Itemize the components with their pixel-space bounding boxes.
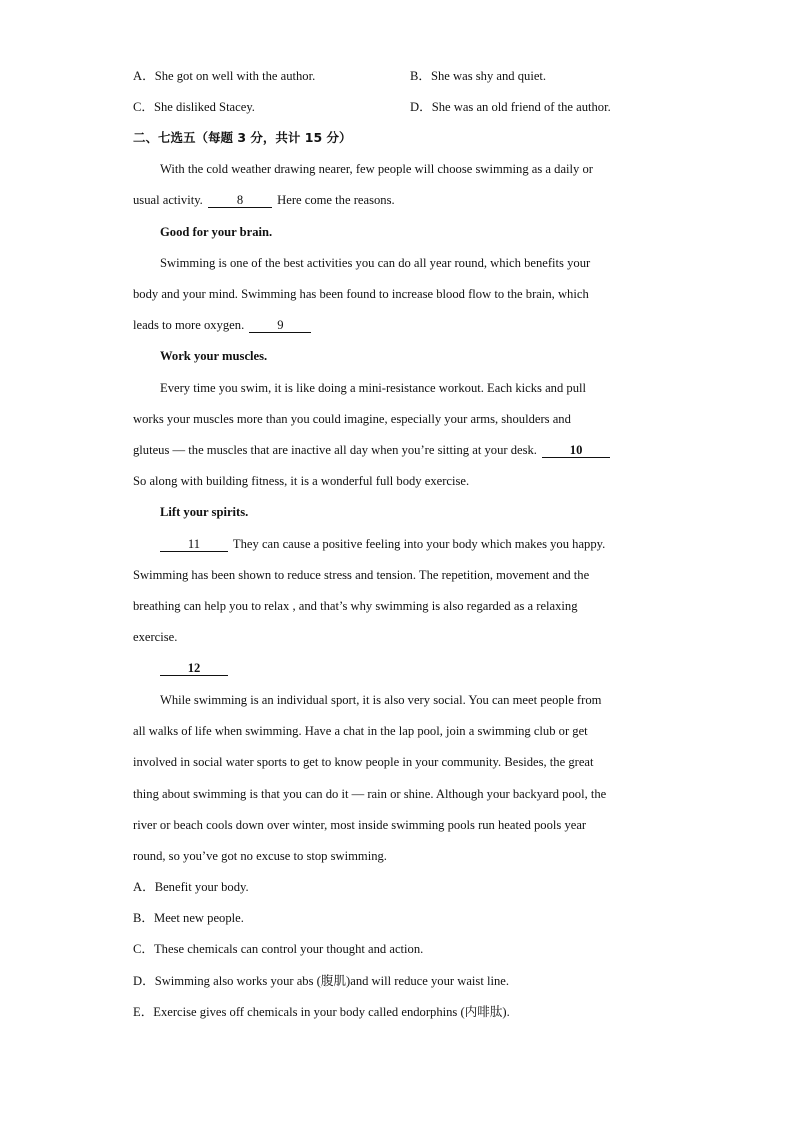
option-a: A．Benefit your body.	[133, 880, 249, 894]
sec4-line-4: thing about swimming is that you can do it — rain or shine. Although your backyard pool, the	[133, 787, 607, 801]
sec1-line-2: body and your mind. Swimming has been found to increase blood flow to the brain, which	[133, 287, 589, 301]
section-title-brain: Good for your brain.	[160, 225, 273, 239]
sec4-line-6: round, so you’ve got no excuse to stop swimming.	[133, 849, 387, 863]
sec2-line-2: works your muscles more than you could imagine, especially your arms, shoulders and	[133, 412, 571, 426]
prev-option-b: B．She was shy and quiet.	[410, 69, 547, 83]
section-title-12	[160, 660, 230, 676]
sec1-line-1: Swimming is one of the best activities you can do all year round, which benefits your	[160, 256, 591, 270]
blank-12[interactable]: 12	[160, 661, 228, 676]
option-e: E．Exercise gives off chemicals in your body called endorphins (内啡肽).	[133, 1005, 510, 1019]
sec4-line-5: river or beach cools down over winter, most inside swimming pools run heated pools year	[133, 818, 587, 832]
sec1-text: leads to more oxygen.	[133, 318, 248, 332]
blank-8[interactable]: 8	[208, 193, 272, 208]
sec3-line-1	[160, 536, 605, 552]
intro-text: usual activity.	[133, 193, 206, 207]
blank-10[interactable]: 10	[542, 443, 610, 458]
sec3-line-2: Swimming has been shown to reduce stress and tension. The repetition, movement and the	[133, 568, 590, 582]
sec4-line-1: While swimming is an individual sport, it is also very social. You can meet people from	[160, 693, 602, 707]
sec2-line-1: Every time you swim, it is like doing a mini-resistance workout. Each kicks and pull	[160, 381, 587, 395]
sec4-line-2: all walks of life when swimming. Have a chat in the lap pool, join a swimming club or get	[133, 724, 588, 738]
section-title-muscles: Work your muscles.	[160, 349, 268, 363]
intro-line-1: With the cold weather drawing nearer, few people will choose swimming as a daily or	[160, 162, 593, 176]
sec3-text: They can cause a positive feeling into your body which makes you happy.	[230, 537, 606, 551]
section-title-spirits: Lift your spirits.	[160, 505, 249, 519]
blank-11[interactable]: 11	[160, 537, 228, 552]
option-c: C．These chemicals can control your thought and action.	[133, 942, 424, 956]
blank-9[interactable]: 9	[249, 318, 311, 333]
sec3-line-4: exercise.	[133, 630, 178, 644]
prev-option-a: A．She got on well with the author.	[133, 69, 316, 83]
sec2-text: gluteus — the muscles that are inactive all day when you’re sitting at your desk.	[133, 443, 541, 457]
option-b: B．Meet new people.	[133, 911, 244, 925]
sec4-line-3: involved in social water sports to get to know people in your community. Besides, the great	[133, 755, 594, 769]
sec2-line-4: So along with building fitness, it is a wonderful full body exercise.	[133, 474, 470, 488]
option-d: D．Swimming also works your abs (腹肌)and will reduce your waist line.	[133, 974, 510, 988]
sec1-line-3	[133, 317, 313, 333]
section-heading: 二、七选五（每题 3 分，共计 15 分）	[133, 130, 352, 145]
sec3-line-3: breathing can help you to relax , and that’s why swimming is also regarded as a relaxing	[133, 599, 578, 613]
prev-option-d: D．She was an old friend of the author.	[410, 100, 611, 114]
prev-option-c: C．She disliked Stacey.	[133, 100, 255, 114]
intro-line-2	[133, 192, 395, 208]
intro-text-post: Here come the reasons.	[273, 193, 395, 207]
sec2-line-3	[133, 442, 612, 458]
